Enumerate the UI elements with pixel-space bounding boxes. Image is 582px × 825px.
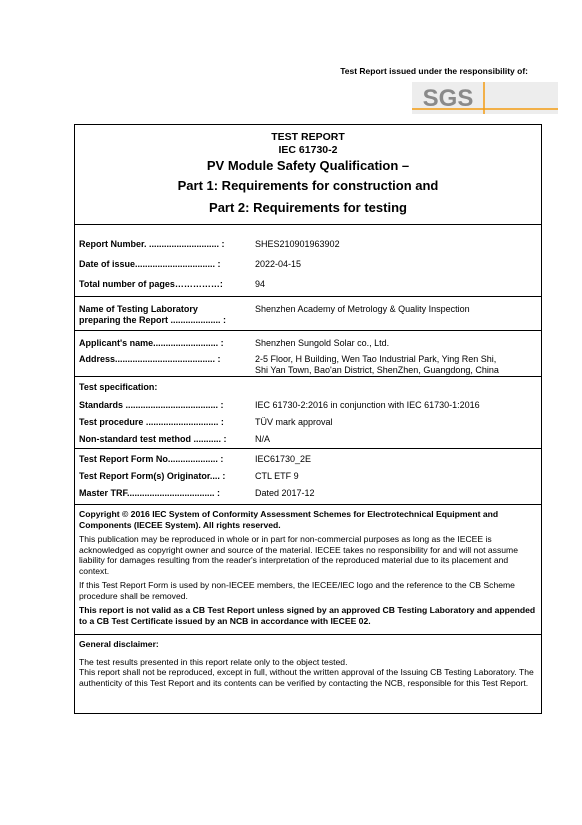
master-trf-value: Dated 2017-12 [255, 488, 315, 498]
applicant-name-label: Applicant's name.......................... : [79, 338, 224, 348]
standards-label: Standards ..................................... : [79, 400, 224, 410]
address-line2: Shi Yan Town, Bao'an District, ShenZhen, Guangdong, China [255, 365, 499, 375]
standards-row [79, 400, 537, 411]
lab-label-line2: preparing the Report .................... : [79, 315, 227, 325]
address-line1: 2-5 Floor, H Building, Wen Tao Industrial Park, Ying Ren Shi, [255, 354, 497, 364]
standard-number: IEC 61730-2 [278, 144, 338, 156]
sgs-logo-text: SGS [422, 85, 474, 112]
test-spec-heading: Test specification: [79, 382, 158, 392]
non-standard-row [79, 434, 537, 445]
non-standard-label: Non-standard test method ........... : [79, 434, 227, 444]
trf-originator-row [79, 471, 537, 482]
applicant-section [75, 331, 541, 377]
applicant-name-row [79, 338, 537, 349]
copyright-heading: Copyright © 2016 IEC System of Conformity Assessment Schemes for Electrotechnical Equipment and Components (IECEE System). All rights reserved. [79, 509, 499, 530]
report-frame [74, 124, 542, 714]
trf-originator-label: Test Report Form(s) Originator.... : [79, 471, 226, 481]
non-standard-value: N/A [255, 434, 271, 444]
address-row [79, 354, 537, 376]
total-pages-row [79, 279, 537, 290]
test-procedure-row [79, 417, 537, 428]
report-number-row [79, 239, 537, 250]
copyright-paragraph-2: If this Test Report Form is used by non-IECEE members, the IECEE/IEC logo and the reference to the CB Scheme procedure shall be removed. [79, 580, 515, 601]
disclaimer-section [75, 635, 541, 688]
address-label: Address........................................ : [79, 354, 221, 364]
master-trf-label: Master TRF................................... : [79, 488, 221, 498]
trf-number-label: Test Report Form No.................... : [79, 454, 224, 464]
trf-number-row [79, 454, 537, 465]
disclaimer-line-2: This report shall not be reproduced, except in full, without the written approval of the Issuing CB Testing Laboratory. The authenticity of this Test Report and its contents can be verified by contacting the NCB, responsible for this Test Report. [79, 667, 534, 688]
report-number-value: SHES210901963902 [255, 239, 340, 249]
test-spec-section [75, 377, 541, 449]
address-value [245, 354, 537, 376]
report-number-label: Report Number. ............................ : [79, 239, 225, 249]
applicant-name-value: Shenzhen Sungold Solar co., Ltd. [255, 338, 390, 348]
test-spec-heading-row [79, 382, 537, 393]
copyright-paragraph-1: This publication may be reproduced in whole or in part for non-commercial purposes as long as the IECEE is acknowledged as copyright owner and source of the material. IECEE takes no responsibility for and will not assume liability for damages resulting from the reader's interpretation of the reproduced material due to its placement and context. [79, 534, 518, 576]
title-line-4: Part 1: Requirements for construction and [177, 178, 439, 193]
report-title: TEST REPORT [271, 131, 345, 143]
copyright-paragraph-3: This report is not valid as a CB Test Report unless signed by an approved CB Testing Laboratory and appended to a CB Test Certificate issued by an NCB in accordance with IECEE 02. [79, 605, 536, 626]
title-line-3: PV Module Safety Qualification – [206, 158, 410, 173]
lab-value: Shenzhen Academy of Metrology & Quality Inspection [255, 304, 470, 314]
total-pages-label: Total number of pages……………: [79, 279, 223, 289]
total-pages-value: 94 [255, 279, 266, 289]
report-info-section [75, 225, 541, 297]
date-of-issue-value: 2022-04-15 [255, 259, 302, 269]
date-of-issue-row [79, 259, 537, 270]
trf-number-value: IEC61730_2E [255, 454, 312, 464]
issuer-statement: Test Report issued under the responsibility of: [340, 66, 528, 76]
report-title-block [75, 125, 541, 225]
disclaimer-heading: General disclaimer: [79, 639, 159, 649]
lab-section [75, 297, 541, 331]
sgs-logo [408, 80, 562, 116]
title-line-5: Part 2: Requirements for testing [209, 200, 407, 215]
date-of-issue-label: Date of issue................................ : [79, 259, 221, 269]
lab-label [79, 304, 245, 326]
master-trf-row [79, 488, 537, 499]
standards-value: IEC 61730-2:2016 in conjunction with IEC 61730-1:2016 [255, 400, 480, 410]
test-procedure-label: Test procedure ............................. : [79, 417, 224, 427]
test-procedure-value: TÜV mark approval [255, 417, 333, 427]
lab-label-line1: Name of Testing Laboratory [79, 304, 198, 314]
copyright-section [75, 505, 541, 635]
disclaimer-line-1: The test results presented in this report relate only to the object tested. [79, 656, 348, 667]
trf-originator-value: CTL ETF 9 [255, 471, 299, 481]
lab-row [79, 304, 537, 326]
trf-section [75, 449, 541, 505]
